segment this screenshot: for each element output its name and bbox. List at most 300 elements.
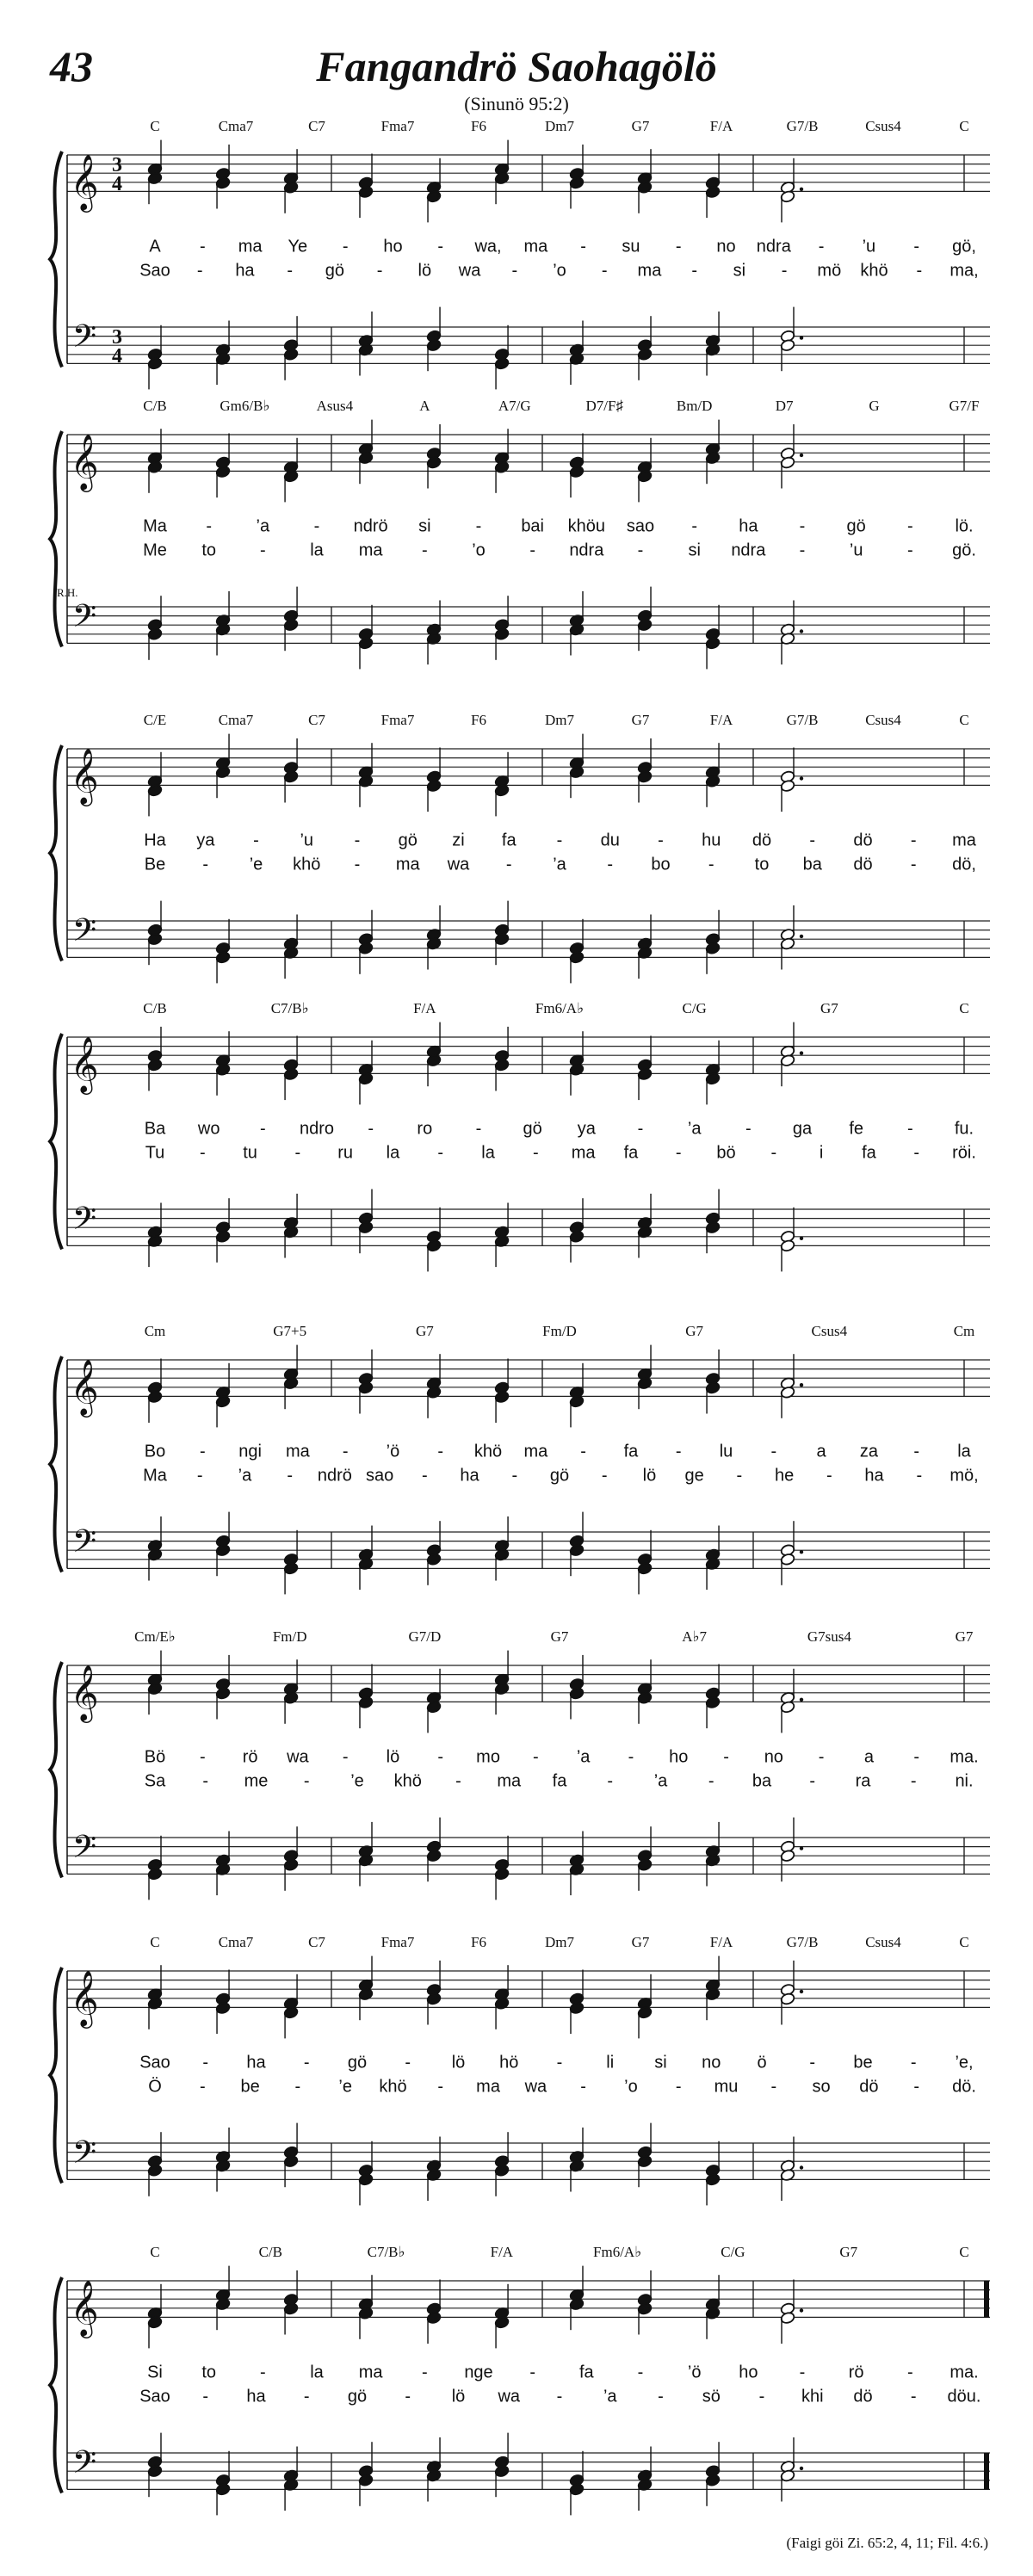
lyric-syllable: lö	[418, 261, 432, 281]
chord-symbol: G7/D	[408, 1628, 442, 1645]
lyric-syllable: si	[654, 2053, 667, 2073]
brace	[50, 2277, 62, 2493]
treble-notehead	[637, 2302, 653, 2315]
lyric-syllable: si	[418, 516, 431, 536]
treble-notehead	[215, 2001, 231, 2014]
bass-clef-icon: 𝄢	[71, 599, 97, 641]
brace	[50, 1034, 62, 1249]
lyric-syllable: -	[910, 1771, 917, 1791]
bass-notehead	[215, 951, 231, 964]
lyric-syllable: wa	[447, 855, 470, 874]
bass-notehead	[358, 2474, 374, 2486]
chord-symbol: Fm/D	[542, 1323, 577, 1339]
bass-notehead	[569, 2483, 585, 2496]
bass-notehead	[780, 338, 795, 351]
lyric-syllable: Be	[144, 855, 166, 874]
chord-symbol: C7	[308, 1934, 325, 1950]
treble-notehead	[780, 1992, 795, 2005]
lyric-syllable: -	[196, 261, 203, 281]
lyric-syllable: ha	[864, 1466, 884, 1486]
lyric-syllable: -	[916, 261, 923, 281]
chord-symbol: G7	[820, 1000, 838, 1016]
lyric-syllable: -	[437, 1442, 444, 1461]
chord-symbol: G7sus4	[807, 1628, 851, 1645]
chord-symbol: C/E	[143, 712, 167, 728]
brace	[50, 1662, 62, 1877]
bass-notehead	[494, 627, 510, 640]
lyric-syllable: -	[736, 1466, 743, 1486]
lyric-syllable: fe	[849, 1119, 864, 1139]
treble-notehead	[283, 1067, 299, 1080]
lyric-syllable: -	[303, 2387, 310, 2406]
lyric-syllable: sao	[365, 1466, 394, 1486]
lyric-syllable: rö	[848, 2363, 864, 2382]
lyric-syllable: ’o	[624, 2077, 638, 2097]
chord-symbol: F/A	[709, 118, 733, 134]
bass-notehead	[283, 618, 299, 631]
lyric-syllable: to	[201, 2363, 217, 2382]
lyric-syllable: gö	[347, 2387, 368, 2406]
lyric-syllable: -	[691, 261, 698, 281]
lyric-syllable: -	[287, 261, 294, 281]
lyric-syllable: bai	[521, 516, 545, 536]
lyric-syllable: -	[708, 855, 714, 874]
chord-symbol: G	[869, 398, 880, 414]
lyric-syllable: -	[455, 1771, 461, 1791]
lyric-syllable: -	[809, 2053, 816, 2073]
lyric-syllable: ho	[669, 1747, 689, 1767]
lyric-syllable: ’ö	[687, 2363, 702, 2382]
lyric-syllable: gö	[523, 1119, 542, 1139]
lyric-syllable: -	[421, 1466, 428, 1486]
lyric-syllable: li	[606, 2053, 615, 2073]
chord-symbol: G7	[955, 1628, 974, 1645]
lyric-syllable: ha	[460, 1466, 479, 1486]
chord-symbol: G7	[685, 1323, 704, 1339]
lyric-syllable: so	[812, 2077, 831, 2097]
lyric-syllable: ndrö	[353, 516, 388, 536]
dot	[800, 1846, 803, 1850]
chord-symbol: G7	[550, 1628, 569, 1645]
chord-symbol: C	[959, 1000, 969, 1016]
lyric-syllable: -	[511, 261, 518, 281]
lyric-syllable: döu.	[947, 2387, 981, 2406]
lyric-syllable: mö,	[949, 1466, 979, 1486]
bass-notehead	[147, 2164, 163, 2177]
treble-notehead	[569, 2001, 585, 2014]
lyric-syllable: khö	[860, 261, 888, 281]
lyric-syllable: ngi	[238, 1442, 262, 1461]
chord-symbol: C	[959, 712, 969, 728]
lyric-syllable: gö	[398, 831, 418, 850]
bass-notehead	[358, 637, 374, 650]
chord-symbol: G7/B	[786, 1934, 819, 1950]
lyric-syllable: khö	[393, 1771, 422, 1791]
lyric-syllable: dö	[853, 855, 873, 874]
time-signature-bottom: 4	[112, 173, 122, 195]
lyric-syllable: -	[770, 1442, 777, 1461]
bass-notehead	[569, 1543, 585, 1556]
lyric-syllable: -	[675, 1442, 682, 1461]
chord-symbol: G7/F	[949, 398, 980, 414]
treble-notehead	[426, 2311, 442, 2324]
lyric-syllable: -	[910, 2053, 917, 2073]
lyric-syllable: -	[421, 541, 428, 560]
lyric-syllable: -	[376, 261, 383, 281]
lyric-syllable: ba	[752, 1771, 772, 1791]
lyric-syllable: -	[906, 2363, 913, 2382]
lyric-syllable: -	[199, 1747, 206, 1767]
lyric-syllable: -	[818, 237, 825, 256]
lyric-syllable: -	[533, 1143, 539, 1163]
lyric-syllable: ma	[523, 1442, 548, 1461]
lyric-syllable: ma	[637, 261, 662, 281]
chord-symbol: C/G	[721, 2244, 745, 2260]
treble-notehead	[494, 1390, 510, 1403]
lyric-syllable: -	[799, 541, 806, 560]
time-signature-top: 3	[112, 154, 122, 176]
treble-clef-icon: 𝄞	[70, 1666, 99, 1720]
lyric-syllable: Ma	[143, 1466, 167, 1486]
hymn-subtitle: (Sinunö 95:2)	[464, 93, 569, 114]
bass-notehead	[780, 1849, 795, 1862]
lyric-syllable: ’e	[249, 855, 263, 874]
lyric-syllable: ma	[395, 855, 420, 874]
lyric-syllable: wa,	[474, 237, 502, 256]
dot	[800, 1698, 803, 1702]
lyric-syllable: -	[505, 855, 512, 874]
dot	[800, 2165, 803, 2169]
brace	[50, 431, 62, 646]
lyric-syllable: khö	[473, 1442, 503, 1461]
dot	[800, 1383, 803, 1387]
lyric-syllable: ha	[246, 2053, 266, 2073]
chord-symbol: Fma7	[380, 712, 415, 728]
chord-symbol: G7	[839, 2244, 858, 2260]
dot	[800, 336, 803, 339]
brace	[50, 1968, 62, 2183]
chord-symbol: D7/F♯	[585, 398, 623, 414]
chord-symbol: A	[419, 398, 430, 414]
lyric-syllable: lö	[642, 1466, 657, 1486]
bass-notehead	[705, 2173, 721, 2186]
lyric-syllable: lö	[451, 2053, 466, 2073]
lyric-syllable: ru	[337, 1143, 354, 1163]
lyric-syllable: -	[580, 237, 586, 256]
lyric-syllable: -	[601, 1466, 608, 1486]
lyric-syllable: Ma	[143, 516, 167, 536]
lyric-syllable: wo	[197, 1119, 220, 1139]
lyric-syllable: dö	[853, 831, 873, 850]
dot	[800, 2308, 803, 2312]
chord-symbol: D7	[775, 398, 794, 414]
lyric-syllable: si	[733, 261, 746, 281]
dot	[800, 188, 803, 191]
lyric-syllable: i	[819, 1143, 824, 1163]
chord-symbol: Fma7	[380, 118, 415, 134]
chord-symbol: F6	[471, 118, 486, 134]
dot	[800, 454, 803, 457]
treble-notehead	[147, 1390, 163, 1403]
lyric-syllable: -	[202, 2053, 209, 2073]
bass-notehead	[283, 2154, 299, 2167]
lyric-syllable: -	[294, 2077, 301, 2097]
lyric-syllable: Sao	[139, 2387, 170, 2406]
treble-clef-icon: 𝄞	[70, 2282, 99, 2336]
lyric-syllable: dö	[853, 2387, 873, 2406]
chord-symbol: Fm/D	[272, 1628, 307, 1645]
treble-clef-icon: 𝄞	[70, 750, 99, 804]
bass-clef-icon: 𝄢	[71, 2135, 97, 2178]
lyric-syllable: dö.	[952, 2077, 976, 2097]
chord-symbol: F6	[471, 1934, 486, 1950]
lyric-syllable: wa	[498, 2387, 521, 2406]
lyric-syllable: -	[437, 1747, 444, 1767]
lyric-syllable: ’u	[300, 831, 314, 850]
lyric-syllable: -	[913, 1747, 920, 1767]
lyric-syllable: gö	[846, 516, 866, 536]
lyric-syllable: ge	[684, 1466, 704, 1486]
lyric-syllable: ndrö	[317, 1466, 352, 1486]
time-signature-bottom: 4	[112, 345, 122, 368]
lyric-syllable: ma	[476, 2077, 500, 2097]
lyric-syllable: lö	[451, 2387, 466, 2406]
lyric-syllable: dö,	[952, 855, 976, 874]
lyric-syllable: -	[313, 516, 320, 536]
chord-symbol: C7	[308, 712, 325, 728]
lyric-syllable: ha	[739, 516, 758, 536]
lyric-syllable: -	[421, 2363, 428, 2382]
bass-notehead	[426, 1849, 442, 1862]
lyric-syllable: ’a	[553, 855, 566, 874]
bass-notehead	[637, 618, 653, 631]
lyric-syllable: ni.	[955, 1771, 974, 1791]
lyric-syllable: be	[853, 2053, 873, 2073]
treble-clef-icon: 𝄞	[70, 1361, 99, 1415]
lyric-syllable: -	[770, 2077, 777, 2097]
chord-symbol: Bm/D	[676, 398, 713, 414]
lyric-syllable: ndra	[756, 237, 791, 256]
chord-symbol: C	[150, 1934, 160, 1950]
chord-symbol: Cma7	[218, 1934, 254, 1950]
treble-notehead	[780, 2311, 795, 2324]
lyric-syllable: lö	[386, 1747, 400, 1767]
lyric-syllable: -	[342, 237, 349, 256]
lyric-syllable: bo	[651, 855, 671, 874]
lyric-syllable: -	[799, 2363, 806, 2382]
lyric-syllable: -	[354, 831, 361, 850]
chord-symbol: Dm7	[545, 712, 574, 728]
lyric-syllable: -	[437, 2077, 444, 2097]
dot	[800, 2467, 803, 2470]
lyric-syllable: khö	[379, 2077, 407, 2097]
chord-symbol: C/B	[143, 398, 167, 414]
lyric-syllable: -	[529, 541, 536, 560]
lyric-syllable: ndra	[569, 541, 604, 560]
bass-notehead	[780, 1239, 795, 1252]
lyric-syllable: ’u	[862, 237, 876, 256]
lyric-syllable: bö	[716, 1143, 736, 1163]
lyric-syllable: khö	[293, 855, 321, 874]
lyric-syllable: dö	[752, 831, 772, 850]
lyric-syllable: ma	[238, 237, 263, 256]
bass-notehead	[705, 2474, 721, 2486]
dot	[800, 1550, 803, 1554]
lyric-syllable: be	[240, 2077, 260, 2097]
chord-symbol: Fm6/A♭	[593, 2244, 642, 2260]
lyric-syllable: ma	[952, 831, 976, 850]
lyric-syllable: -	[906, 1119, 913, 1139]
bass-notehead	[283, 1562, 299, 1575]
treble-notehead	[569, 465, 585, 478]
bass-notehead	[283, 348, 299, 361]
bass-notehead	[637, 348, 653, 361]
bass-notehead	[215, 1543, 231, 1556]
treble-notehead	[283, 770, 299, 783]
lyric-syllable: lu	[719, 1442, 733, 1461]
bass-notehead	[705, 942, 721, 954]
treble-notehead	[426, 1992, 442, 2005]
lyric-syllable: ’a	[603, 2387, 617, 2406]
treble-notehead	[283, 2302, 299, 2315]
lyric-syllable: -	[556, 2053, 563, 2073]
lyric-syllable: -	[607, 1771, 614, 1791]
lyric-syllable: ho	[739, 2363, 758, 2382]
lyric-syllable: sö	[702, 2387, 721, 2406]
lyric-syllable: ’a	[576, 1747, 591, 1767]
lyric-syllable: Sao	[139, 261, 170, 281]
lyric-syllable: -	[342, 1747, 349, 1767]
bass-notehead	[569, 951, 585, 964]
chord-symbol: Csus4	[865, 1934, 901, 1950]
chord-symbol: C	[959, 2244, 969, 2260]
lyric-syllable: ra	[855, 1771, 871, 1791]
lyric-syllable: -	[354, 855, 361, 874]
bass-notehead	[147, 627, 163, 640]
lyric-syllable: -	[913, 1442, 920, 1461]
lyric-syllable: -	[758, 2387, 765, 2406]
chord-symbol: G7/B	[786, 118, 819, 134]
lyric-syllable: -	[637, 1119, 644, 1139]
lyric-syllable: -	[196, 1466, 203, 1486]
lyric-syllable: no	[702, 2053, 721, 2073]
treble-clef-icon: 𝄞	[70, 436, 99, 490]
chord-symbol: Dm7	[545, 1934, 574, 1950]
lyric-syllable: -	[691, 516, 698, 536]
lyric-syllable: Sa	[144, 1771, 166, 1791]
treble-notehead	[494, 1059, 510, 1072]
bass-notehead	[283, 1858, 299, 1871]
bass-notehead	[637, 1858, 653, 1871]
lyric-syllable: si	[688, 541, 701, 560]
treble-notehead	[358, 1696, 374, 1708]
lyric-syllable: -	[580, 2077, 586, 2097]
lyric-syllable: -	[199, 2077, 206, 2097]
bass-notehead	[215, 1230, 231, 1243]
lyric-syllable: rö	[242, 1747, 258, 1767]
treble-notehead	[215, 465, 231, 478]
lyric-syllable: fa	[501, 831, 516, 850]
bass-clef-icon: 𝄢	[71, 1524, 97, 1566]
bass-notehead	[494, 357, 510, 370]
lyric-syllable: -	[723, 1747, 729, 1767]
lyric-syllable: ro	[417, 1119, 433, 1139]
time-signature-top: 3	[112, 326, 122, 349]
lyric-syllable: ya	[577, 1119, 596, 1139]
chord-symbol: C7/B♭	[367, 2244, 405, 2260]
bass-notehead	[494, 932, 510, 945]
lyric-syllable: Ye	[288, 237, 308, 256]
lyric-syllable: röi.	[952, 1143, 976, 1163]
chord-symbol: C/B	[143, 1000, 167, 1016]
lyric-syllable: Bö	[144, 1747, 166, 1767]
chord-symbol: Csus4	[865, 712, 901, 728]
lyric-syllable: -	[658, 2387, 664, 2406]
lyric-syllable: -	[745, 1119, 752, 1139]
bass-notehead	[147, 932, 163, 945]
bass-notehead	[426, 1239, 442, 1252]
lyric-syllable: ma.	[949, 1747, 979, 1767]
lyric-syllable: -	[675, 237, 682, 256]
lyric-syllable: fa	[578, 2363, 594, 2382]
chord-symbol: G7	[415, 1323, 434, 1339]
treble-notehead	[569, 1687, 585, 1700]
bass-notehead	[147, 1868, 163, 1881]
bass-notehead	[637, 2154, 653, 2167]
lyric-syllable: -	[799, 516, 806, 536]
lyric-syllable: ndro	[299, 1119, 335, 1139]
bass-notehead	[637, 1562, 653, 1575]
lyric-syllable: -	[781, 261, 788, 281]
lyric-syllable: wa	[524, 2077, 547, 2097]
lyric-syllable: to	[754, 855, 770, 874]
lyric-syllable: ’ö	[386, 1442, 400, 1461]
dot	[800, 776, 803, 780]
rh-marker: R.H.	[57, 586, 78, 599]
chord-symbol: G7	[631, 1934, 650, 1950]
chord-symbol: F/A	[490, 2244, 514, 2260]
lyric-syllable: -	[708, 1771, 714, 1791]
lyric-syllable: ’e	[350, 1771, 364, 1791]
lyric-syllable: za	[859, 1442, 878, 1461]
lyric-syllable: Sao	[139, 2053, 170, 2073]
chord-symbol: Cm	[144, 1323, 166, 1339]
hymn-title: Fangandrö Saohagölö	[316, 42, 717, 90]
treble-notehead	[780, 779, 795, 792]
treble-notehead	[637, 1067, 653, 1080]
brace	[50, 151, 62, 367]
lyric-syllable: -	[303, 2053, 310, 2073]
lyric-syllable: -	[342, 1442, 349, 1461]
lyric-syllable: ndra	[731, 541, 766, 560]
treble-clef-icon: 𝄞	[70, 1972, 99, 2026]
dot	[800, 1237, 803, 1240]
bass-notehead	[358, 2173, 374, 2186]
treble-notehead	[780, 456, 795, 469]
lyric-syllable: -	[637, 541, 644, 560]
lyric-syllable: khi	[801, 2387, 824, 2406]
lyric-syllable: fu.	[954, 1119, 974, 1139]
lyric-syllable: ma	[571, 1143, 596, 1163]
bass-notehead	[147, 357, 163, 370]
lyric-syllable: Me	[143, 541, 167, 560]
lyric-syllable: -	[826, 1466, 832, 1486]
lyric-syllable: ma.	[949, 2363, 979, 2382]
lyric-syllable: hö	[499, 2053, 519, 2073]
lyric-syllable: ’a	[653, 1771, 668, 1791]
chord-symbol: F6	[471, 712, 486, 728]
lyric-syllable: fa	[552, 1771, 567, 1791]
